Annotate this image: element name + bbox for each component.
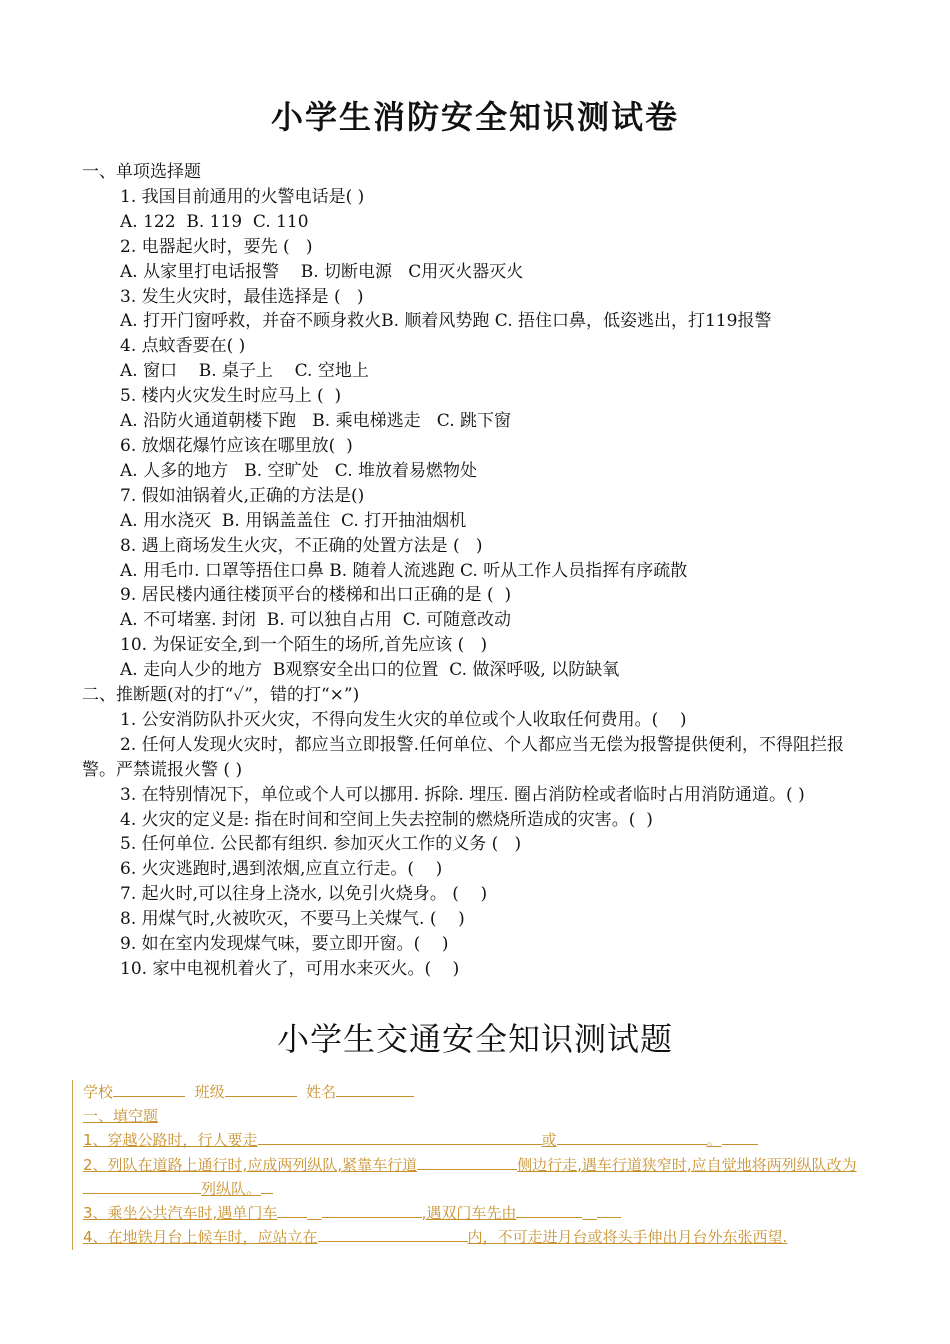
judgement-line: 9. 如在室内发现煤气味，要立即开窗。( ): [120, 934, 449, 955]
question-line: 8. 遇上商场发生火灾，不正确的处置方法是 ( ): [120, 535, 483, 556]
student-info-line: [83, 1080, 878, 1104]
traffic-quiz-title: 小学生交通安全知识测试题: [276, 1020, 673, 1058]
judgement-line: 3. 在特别情况下，单位或个人可以挪用. 拆除. 埋压. 圈占消防栓或者临时占用消防通道。( ): [120, 784, 805, 805]
question-line: 3. 发生火灾时，最佳选择是 ( ): [120, 286, 364, 307]
judgement-line: 1. 公安消防队扑灭火灾，不得向发生火灾的单位或个人收取任何费用。( ): [120, 709, 687, 730]
question-text: 1、穿越公路时，行人要走: [83, 1131, 258, 1150]
answer-line: A. 不可堵塞. 封闭 B. 可以独自占用 C. 可随意改动: [120, 610, 512, 631]
name-blank[interactable]: [336, 1081, 414, 1097]
question-line: 2. 电器起火时，要先 ( ): [120, 236, 313, 257]
answer-line: A. 从家里打电话报警 B. 切断电源 C用灭火器灭火: [120, 261, 524, 282]
question-text: 或: [541, 1131, 557, 1150]
answer-blank[interactable]: [318, 1226, 468, 1242]
answer-blank[interactable]: [516, 1202, 582, 1218]
fill-question-3: [83, 1201, 878, 1225]
answer-blank[interactable]: [597, 1202, 621, 1218]
name-label: 姓名: [306, 1083, 337, 1101]
answer-line: A. 窗口 B. 桌子上 C. 空地上: [120, 361, 369, 382]
answer-line: A. 打开门窗呼救，并奋不顾身救火B. 顺着风势跑 C. 捂住口鼻，低姿逃出，打119报警: [120, 311, 772, 332]
question-line: 6. 放烟花爆竹应该在哪里放( ): [120, 435, 353, 456]
traffic-safety-quiz: [72, 1080, 878, 1250]
question-line: 7. 假如油锅着火,正确的方法是(): [120, 485, 365, 506]
question-text: 列纵队。: [201, 1179, 262, 1198]
judgement-line: 10. 家中电视机着火了，可用水来灭火。( ): [120, 959, 460, 979]
judgement-line: 8. 用煤气时,火被吹灭，不要马上关煤气. ( ): [120, 909, 465, 930]
page-title: 小学生消防安全知识测试卷: [270, 98, 679, 136]
judgement-line: 7. 起火时,可以往身上浇水, 以免引火烧身。 ( ): [120, 884, 488, 905]
school-label: 学校: [83, 1083, 114, 1101]
answer-blank[interactable]: [722, 1129, 758, 1145]
question-text: 3、乘坐公共汽车时,遇单门车: [83, 1204, 278, 1223]
section-heading: 一、单项选择题: [82, 162, 201, 182]
question-line: 1. 我国目前通用的火警电话是( ): [120, 186, 365, 207]
question-line: 10. 为保证安全,到一个陌生的场所,首先应该 ( ): [120, 635, 488, 656]
question-line: 4. 点蚊香要在( ): [120, 336, 246, 357]
answer-blank[interactable]: [417, 1154, 517, 1170]
question-text: 。: [706, 1131, 722, 1150]
question-line: 9. 居民楼内通往楼顶平台的楼梯和出口正确的是 ( ): [120, 585, 512, 606]
answer-line: A. 122 B. 119 C. 110: [120, 211, 309, 232]
section-heading: 二、推断题(对的打“✓”，错的打“×”): [82, 685, 360, 706]
answer-line: A. 沿防火通道朝楼下跑 B. 乘电梯逃走 C. 跳下窗: [120, 411, 512, 432]
fill-question-4: [83, 1225, 878, 1249]
judgement-line: 5. 任何单位. 公民都有组织. 参加灭火工作的义务 ( ): [120, 834, 522, 855]
answer-line: A. 人多的地方 B. 空旷处 C. 堆放着易燃物处: [120, 460, 478, 481]
question-text: ,遇双门车先由: [421, 1204, 517, 1223]
class-label: 班级: [194, 1083, 225, 1101]
answer-line: A. 用水浇灭 B. 用锅盖盖住 C. 打开抽油烟机: [120, 510, 467, 531]
fill-question-1: [83, 1128, 878, 1152]
answer-blank[interactable]: [277, 1202, 307, 1218]
question-text: 4、在地铁月台上候车时，应站立在: [83, 1228, 318, 1247]
judgement-line: 6. 火灾逃跑时,遇到浓烟,应直立行走。( ): [120, 859, 443, 880]
answer-line: A. 走向人少的地方 B观察安全出口的位置 C. 做深呼吸, 以防缺氧: [120, 660, 620, 681]
fill-blank-heading: 一、填空题: [83, 1107, 159, 1126]
class-blank[interactable]: [225, 1081, 297, 1097]
answer-blank[interactable]: [557, 1129, 707, 1145]
answer-blank[interactable]: [258, 1129, 542, 1145]
school-blank[interactable]: [113, 1081, 185, 1097]
judgement-line: 2. 任何人发现火灾时，都应当立即报警.任何单位、个人都应当无偿为报警提供便利，不得阻拦报警。严禁谎报火警 ( ): [82, 734, 845, 780]
question-text: 2、列队在道路上通行时,应成两列纵队,紧靠车行道: [83, 1155, 418, 1174]
answer-blank[interactable]: [83, 1178, 201, 1194]
judgement-line: 4. 火灾的定义是: 指在时间和空间上失去控制的燃烧所造成的灾害。( ): [120, 809, 653, 830]
answer-line: A. 用毛巾. 口罩等捂住口鼻 B. 随着人流逃跑 C. 听从工作人员指挥有序疏散: [120, 560, 688, 581]
question-line: 5. 楼内火灾发生时应马上 ( ): [120, 386, 342, 407]
answer-blank[interactable]: [322, 1202, 422, 1218]
question-text: 侧边行走,遇车行道狭窄时,应自觉地将两列纵队改为: [517, 1155, 857, 1174]
answer-blank[interactable]: [261, 1178, 273, 1194]
fire-safety-quiz: [82, 160, 882, 982]
question-text: 内，不可走进月台或将头手伸出月台外东张西望.: [467, 1228, 788, 1247]
fill-question-2: [83, 1153, 868, 1201]
